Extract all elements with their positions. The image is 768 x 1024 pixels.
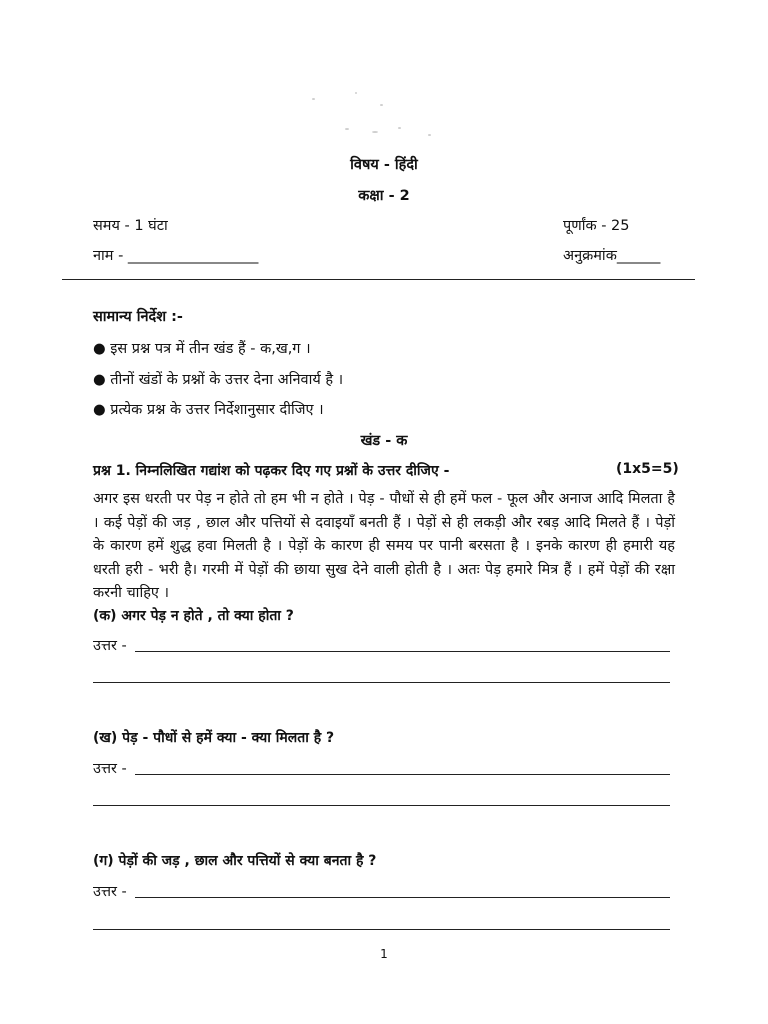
bullet-icon: ● [93, 402, 106, 418]
page-number: 1 [380, 947, 388, 961]
question-ga: (ग) पेड़ों की जड़ , छाल और पत्तियों से क्या बनता है ? [93, 853, 377, 869]
answer-line[interactable] [135, 651, 670, 652]
scan-speck [428, 134, 431, 136]
subject-title: विषय - हिंदी [350, 157, 418, 173]
answer-label: उत्तर - [93, 638, 127, 654]
scan-speck [355, 92, 357, 94]
answer-line[interactable] [93, 805, 670, 806]
time-label: समय - 1 घंटा [93, 218, 168, 234]
scan-speck [312, 98, 315, 100]
answer-line[interactable] [135, 774, 670, 775]
instruction-text: प्रत्येक प्रश्न के उत्तर निर्देशानुसार दीजिए । [110, 402, 324, 418]
question-ka: (क) अगर पेड़ न होते , तो क्या होता ? [93, 608, 294, 624]
question-heading: प्रश्न 1. निम्नलिखित गद्यांश को पढ़कर दिए गए प्रश्नों के उत्तर दीजिए - [93, 463, 450, 479]
instruction-item [93, 338, 311, 358]
scan-speck [345, 128, 349, 130]
answer-label: उत्तर - [93, 884, 127, 900]
scan-speck [380, 104, 383, 106]
header-divider [62, 279, 695, 280]
instruction-text: इस प्रश्न पत्र में तीन खंड हैं - क,ख,ग । [110, 341, 311, 357]
name-field[interactable]: नाम - __________________ [93, 248, 259, 264]
instruction-text: तीनों खंडों के प्रश्नों के उत्तर देना अनिवार्य है । [110, 372, 344, 388]
scan-speck [398, 127, 401, 129]
instructions-title: सामान्य निर्देश :- [93, 309, 183, 325]
question-kha: (ख) पेड़ - पौधों से हमें क्या - क्या मिलता है ? [93, 730, 335, 746]
answer-line[interactable] [93, 682, 670, 683]
max-marks-label: पूर्णांक - 25 [563, 218, 630, 234]
answer-label: उत्तर - [93, 761, 127, 777]
question-marks: (1x5=5) [616, 461, 679, 477]
answer-line[interactable] [93, 929, 670, 930]
bullet-icon: ● [93, 341, 106, 357]
instruction-item [93, 399, 324, 419]
scan-speck [372, 131, 378, 133]
instruction-item [93, 369, 343, 389]
section-title: खंड - क [360, 433, 408, 449]
answer-line[interactable] [135, 897, 670, 898]
roll-number-field[interactable]: अनुक्रमांक______ [563, 248, 661, 264]
passage-text: अगर इस धरती पर पेड़ न होते तो हम भी न होते । पेड़ - पौधों से ही हमें फल - फूल और अनाज आदि मिलता है । कई पेड़ों की जड़ , छाल और पत्तियों से दवाइयाँ बनती हैं । पेड़ों से ही लकड़ी और रबड़ आदि मिलते हैं । पेड़ों के कारण हमें शुद्ध हवा मिलती है । पेड़ों के कारण ही समय पर पानी बरसता है । इनके कारण ही हमारी यह धरती हरी - भरी है। गरमी में पेड़ों की छाया सुख देने वाली होती है । अतः पेड़ हमारे मित्र हैं । हमें पेड़ों की रक्षा करनी चाहिए । [93, 491, 675, 601]
bullet-icon: ● [93, 372, 106, 388]
class-title: कक्षा - 2 [358, 188, 410, 204]
